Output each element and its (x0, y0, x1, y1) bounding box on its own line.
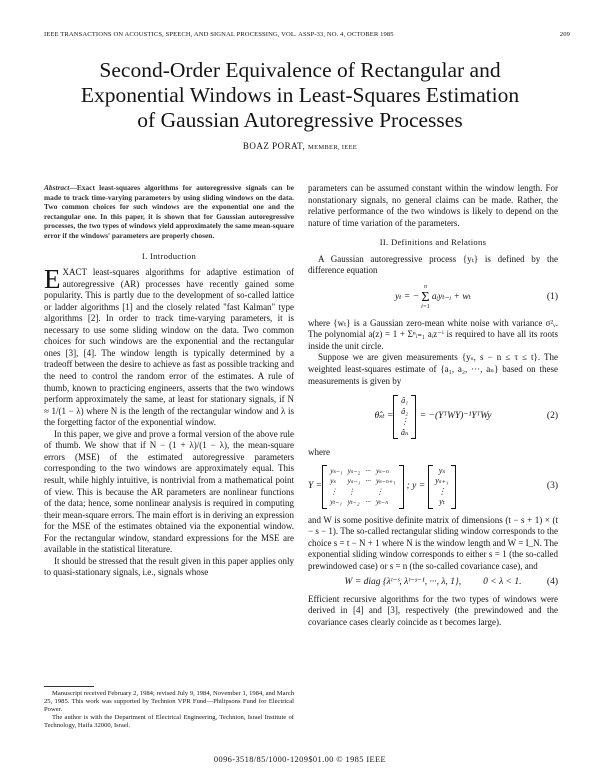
footnote-received: Manuscript received February 2, 1984; revised July 9, 1984, November 1, 1984, and March 25, 1985. This work was supported by Technion VPR Fund—Philipsons Fund for Electrical Power. (44, 690, 294, 714)
eq2-rhs: = −(YᵀWY)⁻¹YᵀWy (419, 411, 492, 422)
y-matrix-cell: ⋮ (330, 486, 338, 496)
definitions-paragraph-3: Suppose we are given measurements {yₛ, s − n ≤ τ ≤ t}. The weighted least-squares estimate of {a₁, a₂, ···, aₙ} based on these measurements is given by (308, 352, 558, 386)
eq2-lhs: θ̂ₛₜ = (374, 411, 394, 422)
intro-continuation: parameters can be assumed constant within the window length. For nonstationary signals, no general claims can be made. Rather, the relative performance of the two windows is likely to depend on the nature of time variation of the parameters. (308, 183, 558, 228)
sum-upper-limit: n (423, 283, 427, 290)
eq3-number: (3) (546, 480, 558, 491)
summation-symbol: n Σ i=1 (421, 283, 430, 310)
y-matrix-cell: yₛ₋₁ (347, 476, 361, 486)
theta-vector (393, 395, 415, 439)
sum-lower-limit: i=1 (421, 303, 430, 310)
drop-cap: E (44, 264, 61, 295)
footnote-affiliation: The author is with the Department of Electrical Engineering, Technion, Israel Institute of Technology, Haifa 32000, Israel. (44, 714, 294, 730)
where-label: where (308, 447, 330, 458)
eq4-number: (4) (546, 577, 558, 588)
author-line (0, 141, 600, 151)
y-vector-entry: ⋮ (437, 486, 447, 496)
eq1-number: (1) (546, 291, 558, 302)
footnote (44, 686, 294, 730)
y-matrix-cell (365, 487, 371, 498)
y-matrix-cell: ··· (365, 497, 371, 507)
y-matrix-cell: yₜ₋₁ (330, 497, 342, 507)
y-matrix-cell: yₛ (330, 476, 337, 486)
y-matrix-cell: yₜ₋ₙ (375, 497, 389, 507)
definitions-paragraph-5: Efficient recursive algorithms for the two types of windows were derived in [4] and [3], respectively (the prewindowed and the covariance cases clearly coincide as t becomes large). (308, 593, 558, 628)
page-number: 209 (559, 31, 570, 38)
eq1-rhs: aᵢyₜ₋ᵢ + wₜ (431, 291, 472, 302)
definitions-paragraph-1: A Gaussian autoregressive process {yₜ} is defined by the difference equation (308, 253, 558, 276)
title-line-2: Exponential Windows in Least-Squares Estimation (80, 83, 520, 107)
equation-3 (308, 465, 558, 509)
abstract-text: —Exact least-squares algorithms for autoregressive signals can be made to track time-varying parameters by using sliding windows on the data. Two common choices for such windows are the exponential one and the rectangular one. In this paper, it is shown that for Gaussian autoregressive processes, the two types of windows yield approximately the same mean-square error if the windows' parameters are properly chosen. (44, 183, 294, 240)
author-name: BOAZ PORAT, (242, 141, 306, 151)
running-title: IEEE TRANSACTIONS ON ACOUSTICS, SPEECH, AND SIGNAL PROCESSING, VOL. ASSP-33, NO. 4, OCTOBER 1985 (44, 31, 394, 38)
theta-entry: âₙ (400, 427, 409, 437)
y-matrix-cell: ⋮ (375, 486, 384, 496)
author-membership: MEMBER, IEEE (307, 144, 358, 151)
eq1-lhs: yₜ = − (394, 291, 420, 302)
left-column (44, 183, 294, 579)
intro-paragraph-1 (44, 264, 294, 429)
title-line-3: of Gaussian Autoregressive Processes (137, 108, 463, 132)
y-matrix-cell: ··· (365, 476, 371, 486)
equation-2 (308, 395, 558, 439)
running-header (44, 31, 570, 38)
section-heading-introduction: I. Introduction (141, 250, 197, 261)
theta-entry: â₂ (401, 406, 409, 416)
intro-paragraph-1-text: XACT least-squares algorithms for adaptive estimation of autoregressive (AR) processes have recently gained some popularity. This is partly due to the development of so-called lattice or ladder algorithms [1] and the closely related "fast Kalman" type algorithms [2]. In order to track time-varying parameters, it is necessary to use some sliding window on the data. Two common choices for such windows are the exponential and the rectangular ones [3], [4]. The window length is typically determined by a tradeoff between the desire to achieve as fast as possible tracking and the need to control the random error of the estimates. A rule of thumb, known to practicing engineers, asserts that the two windows perform approximately the same, at least for stationary signals, if N ≈ 1/(1 − λ) where N is the length of the rectangular window and λ is the forgetting factor of the exponential window. (44, 267, 294, 428)
eq3-separator: ; y = (406, 480, 426, 491)
theta-entry: ⋮ (400, 417, 409, 427)
section-heading-definitions: II. Definitions and Relations (379, 237, 487, 248)
title-line-1: Second-Order Equivalence of Rectangular and (99, 58, 501, 82)
y-matrix-cell: ⋮ (347, 486, 356, 496)
y-matrix-cell: yₜ₋₂ (347, 497, 360, 507)
abstract-label: Abstract (44, 183, 70, 192)
equation-1 (308, 284, 558, 311)
footnote-rule (44, 686, 94, 687)
abstract (44, 183, 294, 241)
y-matrix (322, 465, 404, 509)
y-matrix-cell: yₛ₋ₙ (375, 465, 389, 475)
intro-paragraph-2: In this paper, we give and prove a formal version of the above rule of thumb. We show that if N − (1 + λ)/(1 − λ), the mean-square errors (MSE) of the estimated autoregressive parameters corresponding to the two windows are approximately equal. This result, while highly intuitive, is nontrivial from a mathematical point of view. This is because the AR parameters are nonlinear functions of the data; hence, some nonlinear analysis is required in computing their mean-square errors. The main effort is in deriving an expression for the MSE of the estimates obtained via the exponential window. For the rectangular window, standard expressions for the MSE are available in the statistical literature. (44, 428, 294, 555)
eq4-expression: W = diag {λᵗ⁻ˢ, λᵗ⁻ˢ⁻¹, ···, λ, 1}, (344, 577, 462, 588)
eq3-lhs: Y = (308, 480, 323, 491)
paper-title (40, 58, 560, 133)
y-vector-entry: yₛ₊₁ (435, 476, 449, 486)
eq2-number: (2) (546, 411, 558, 422)
copyright-footer: 0096-3518/85/1000-1209$01.00 © 1985 IEEE (213, 755, 387, 764)
y-matrix-cell: ··· (365, 465, 371, 475)
right-column (308, 183, 558, 629)
y-matrix-cell: yₛ₋ₙ₊₁ (375, 476, 396, 486)
y-matrix-cell: yₛ₋₂ (347, 465, 361, 475)
definitions-paragraph-2: where {wₜ} is a Gaussian zero-mean white noise with variance σ²ᵥ. The polynomial a(z) = 1 + Σⁿᵢ₌₁ aᵢz⁻ⁱ is required to have all its roots inside the unit circle. (308, 317, 558, 351)
equation-4 (308, 577, 558, 589)
y-vector-entry: yₜ (439, 497, 445, 507)
definitions-paragraph-4: and W is some positive definite matrix of dimensions (t − s + 1) × (t − s − 1). The so-called rectangular sliding window corresponds to the choice s = t − N + 1 where N is the window length and W = I_N. The exponential sliding window corresponds to either s = 1 (the so-called prewindowed case) or s = n (the so-called covariance case), and (308, 514, 558, 571)
y-vector (428, 465, 456, 509)
y-matrix-cell: yₛ₋₁ (330, 465, 343, 475)
y-vector-entry: yₛ (438, 465, 446, 475)
theta-entry: â₁ (401, 396, 409, 406)
eq4-condition: 0 < λ < 1. (483, 577, 522, 588)
intro-paragraph-3: It should be stressed that the result given in this paper applies only to quasi-stationary signals, i.e., signals whose (44, 555, 294, 578)
